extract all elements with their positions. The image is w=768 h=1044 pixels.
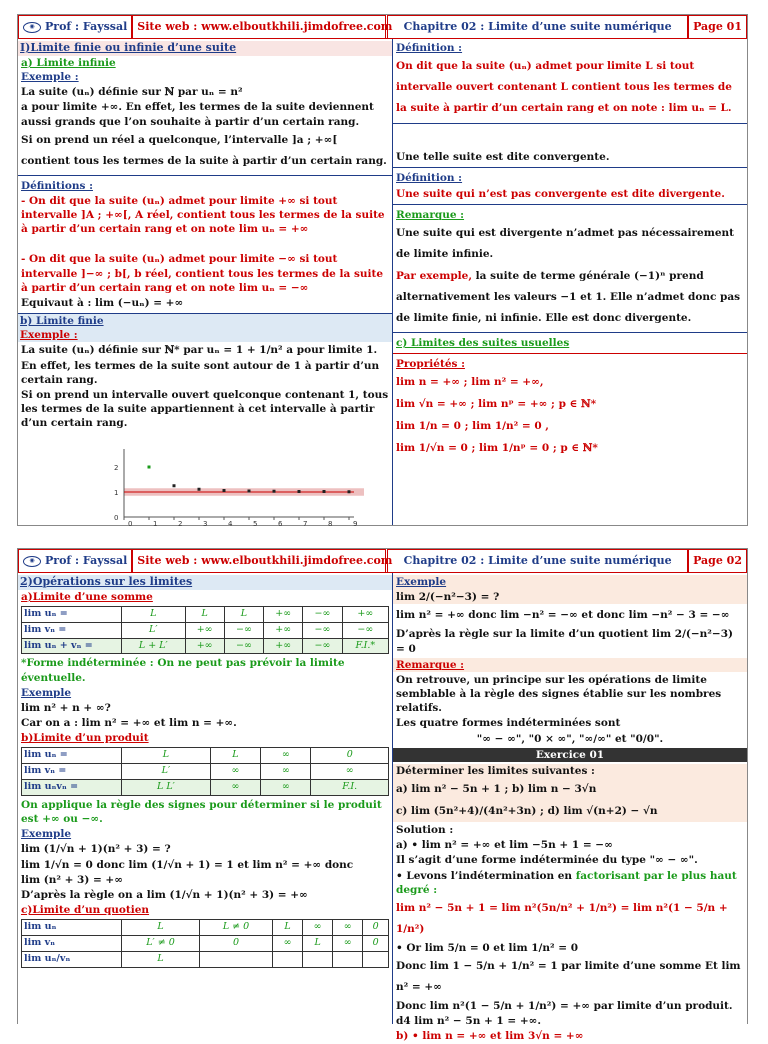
table-cell: +∞: [185, 638, 224, 654]
logo-icon: ◉: [23, 556, 41, 567]
table-row: [22, 622, 389, 638]
table-cell: L: [122, 607, 186, 623]
example-text: La suite (uₙ) définie sur ℕ* par uₙ = 1 + 1/n² a pour limite 1.: [21, 344, 378, 357]
table-cell: L: [303, 936, 333, 952]
table-cell: 0: [200, 936, 273, 952]
table-cell: L: [122, 748, 211, 764]
table-cell: ∞: [333, 920, 363, 936]
solution-line: • Or lim 5/n = 0 et lim 1/n² = 0: [396, 941, 579, 954]
example-text: Car on a : lim n² = +∞ et lim n = +∞.: [21, 717, 237, 730]
row-header-cell: lim uₙ =: [22, 748, 122, 764]
example-text: lim n² = +∞ donc lim −n² = −∞ et donc lim −n² − 3 = −∞: [396, 609, 730, 622]
table-row: [22, 920, 389, 936]
x-tick-label: 8: [328, 520, 333, 528]
subsection-title: a)Limite d’une somme: [21, 590, 153, 603]
subsection-title: a) Limite infinie: [21, 56, 116, 69]
table-cell: 0: [363, 936, 389, 952]
row-header-cell: lim vₙ =: [22, 764, 122, 780]
sequence-plot: [106, 447, 356, 527]
table-cell: L: [224, 607, 263, 623]
example-text: Si on prend un intervalle ouvert quelconque contenant 1, tous les termes de la suite appartiennent à cet intervalle à partir d’un certain rang.: [21, 388, 389, 430]
example-label: Exemple: [396, 576, 447, 588]
property-line: lim 1/n = 0 ; lim 1/n² = 0 ,: [396, 420, 549, 433]
solution-label: Solution :: [396, 824, 454, 837]
x-tick-label: 5: [253, 520, 258, 528]
sign-rule: On applique la règle des signes pour déterminer si le produit est +∞ ou −∞.: [21, 798, 382, 826]
property-line: lim 1/√n = 0 ; lim 1/nᵖ = 0 ; p ∈ ℕ*: [396, 442, 598, 455]
sequence-point: [248, 490, 251, 493]
section-title: 2)Opérations sur les limites: [18, 575, 392, 590]
definition-text: - On dit que la suite (uₙ) admet pour limite −∞ si tout intervalle ]−∞ ; b[, b réel, contient tous les termes de la suite à partir d’un certain rang et on note lim uₙ = −∞: [21, 253, 384, 294]
exercise-title: Exercice 01: [393, 748, 747, 762]
page-number: Page 01: [688, 15, 747, 38]
table-cell: L: [122, 920, 200, 936]
subsection-title: c) Limites des suites usuelles: [396, 336, 570, 349]
section-title: I)Limite finie ou infinie d’une suite: [18, 41, 392, 56]
solution-highlight: factorisant par le plus haut degré :: [396, 869, 737, 896]
remark-example-label: Par exemple,: [396, 269, 473, 282]
sequence-point: [273, 490, 276, 493]
table-cell: F.I.: [311, 780, 389, 796]
table-cell: ∞: [311, 764, 389, 780]
x-tick-label: 7: [303, 520, 308, 528]
page-header: [18, 15, 747, 39]
example-text: D’après la règle on a lim (1/√n + 1)(n² + 3) = +∞: [21, 888, 308, 901]
example-text: En effet, les termes de la suite sont autour de 1 à partir d’un certain rang.: [21, 359, 380, 386]
table-cell: +∞: [185, 622, 224, 638]
remark-text: [396, 266, 744, 329]
table-cell: [200, 951, 273, 967]
table-cell: L′: [122, 764, 211, 780]
example-text: a pour limite +∞. En effet, les termes de la suite deviennent aussi grands que l’on souhaite à partir d’un certain rang.: [21, 101, 374, 128]
table-cell: ∞: [303, 920, 333, 936]
table-cell: [303, 951, 333, 967]
row-header-cell: lim vₙ: [22, 936, 122, 952]
table-cell: −∞: [303, 607, 342, 623]
example-label: Exemple :: [21, 71, 79, 84]
exercise-item: c) lim (5n²+4)/(4n²+3n) ; d) lim √(n+2) − √n: [396, 805, 658, 818]
table-cell: L: [273, 920, 303, 936]
chapter-title: Chapitre 02 : Limite d’une suite numérique: [387, 549, 688, 572]
convergent-text: Une telle suite est dite convergente.: [396, 151, 610, 164]
row-header-cell: lim uₙvₙ =: [22, 780, 122, 796]
row-header-cell: lim uₙ =: [22, 607, 122, 623]
website-cell[interactable]: Site web : www.elboutkhili.jimdofree.com: [132, 549, 386, 572]
page-header: [18, 549, 747, 573]
table-cell: ∞: [261, 764, 311, 780]
solution-line: a) • lim n² = +∞ et lim −5n + 1 = −∞: [396, 839, 613, 852]
solution-line: Donc lim n²(1 − 5/n + 1/n²) = +∞ par limite d’un produit.: [396, 1000, 733, 1013]
remark-text: Une suite qui est divergente n’admet pas nécessairement de limite infinie.: [396, 226, 734, 260]
table-cell: F.I.*: [342, 638, 388, 654]
table-cell: −∞: [224, 622, 263, 638]
left-column: [18, 39, 393, 528]
row-header-cell: lim uₙ/vₙ: [22, 951, 122, 967]
table-cell: −∞: [342, 622, 388, 638]
row-header-cell: lim vₙ =: [22, 622, 122, 638]
table-cell: +∞: [264, 638, 303, 654]
table-cell: L L′: [122, 780, 211, 796]
example-text: D’après la règle sur la limite d’un quotient lim 2/(−n²−3) = 0: [396, 628, 733, 655]
x-tick-label: 3: [203, 520, 208, 528]
table-cell: −∞: [224, 638, 263, 654]
remark-example-text: la suite de terme générale (−1)ⁿ prend alternativement les valeurs −1 et 1. Elle n’admet donc pas de limite finie, ni infinie. Elle est donc divergente.: [396, 269, 741, 324]
x-tick-label: 2: [178, 520, 183, 528]
left-column: [18, 573, 393, 1024]
definition-text: - On dit que la suite (uₙ) admet pour limite +∞ si tout intervalle ]A ; +∞[, A réel, contient tous les termes de la suite à partir d’un certain rang et on note lim uₙ = +∞: [21, 194, 385, 236]
prof-cell: [18, 15, 132, 38]
table-cell: L ≠ 0: [200, 920, 273, 936]
table-cell: ∞: [210, 764, 260, 780]
logo-icon: ◉: [23, 22, 41, 33]
solution-line: Il s’agit d’une forme indéterminée du type "∞ − ∞".: [396, 854, 698, 867]
table-row: [22, 764, 389, 780]
example-text: Si on prend un réel a quelconque, l’intervalle ]a ; +∞[ contient tous les termes de la suite à partir d’un certain rang.: [21, 133, 387, 167]
prof-cell: [18, 549, 132, 572]
sequence-point: [323, 490, 326, 493]
solution-line: [396, 869, 744, 897]
product-table: [21, 747, 389, 795]
exercise-item: a) lim n² − 5n + 1 ; b) lim n − 3√n: [396, 783, 597, 796]
row-header-cell: lim uₙ: [22, 920, 122, 936]
sequence-point: [298, 490, 301, 493]
remark-text: Les quatre formes indéterminées sont: [396, 717, 621, 730]
table-row: [22, 936, 389, 952]
remark-text: "∞ − ∞", "0 × ∞", "∞/∞" et "0/0".: [476, 732, 664, 745]
table-row: [22, 748, 389, 764]
x-tick-label: 6: [278, 520, 283, 528]
table-row: [22, 780, 389, 796]
remark-label: Remarque :: [396, 208, 465, 221]
table-cell: −∞: [303, 638, 342, 654]
subsection-title: b) Limite finie: [18, 314, 392, 328]
table-cell: −∞: [303, 622, 342, 638]
table-row: [22, 638, 389, 654]
example-text: lim 1/√n = 0 donc lim (1/√n + 1) = 1 et lim n² = +∞ donc: [21, 858, 354, 871]
sequence-point: [198, 488, 201, 491]
example-label: Exemple: [21, 828, 72, 841]
table-cell: L: [185, 607, 224, 623]
remark-label: Remarque :: [396, 658, 465, 671]
page-number: Page 02: [688, 549, 747, 572]
table-cell: L: [210, 748, 260, 764]
x-tick-label: 4: [228, 520, 233, 528]
definition-text: Une suite qui n’est pas convergente est dite divergente.: [396, 187, 725, 200]
table-cell: ∞: [210, 780, 260, 796]
example-text: lim (n² + 3) = +∞: [21, 873, 123, 886]
exercise-question: Déterminer les limites suivantes :: [396, 764, 595, 777]
y-tick-label: 1: [114, 489, 119, 497]
property-line: lim √n = +∞ ; lim nᵖ = +∞ ; p ∈ ℕ*: [396, 398, 597, 411]
fi-note: *Forme indéterminée : On ne peut pas prévoir la limite éventuelle.: [21, 657, 345, 684]
sum-table: [21, 606, 389, 654]
equivalence-text: Equivaut à : lim (−uₙ) = +∞: [21, 296, 184, 309]
table-cell: [363, 951, 389, 967]
table-cell: [333, 951, 363, 967]
table-cell: L: [122, 951, 200, 967]
right-column: [393, 39, 747, 525]
subsection-title: c)Limite d’un quotien: [21, 904, 150, 917]
x-tick-label: 0: [128, 520, 133, 528]
prof-name: Prof : Fayssal: [45, 19, 128, 33]
example-text: lim (1/√n + 1)(n² + 3) = ?: [21, 843, 171, 856]
quotient-table: [21, 919, 389, 967]
x-tick-label: 9: [353, 520, 358, 528]
solution-line: lim n² − 5n + 1 = lim n²(5n/n² + 1/n²) = lim n²(1 − 5/n + 1/n²): [396, 901, 728, 935]
page-2: [17, 548, 748, 1043]
table-cell: L + L′: [122, 638, 186, 654]
y-tick-label: 0: [114, 514, 119, 522]
definition-label: Définition :: [396, 42, 463, 54]
example-text: lim 2/(−n²−3) = ?: [396, 591, 500, 604]
remark-text: On retrouve, un principe sur les opérations de limite semblable à la règle des signes établie sur les nombres relatifs.: [396, 673, 722, 715]
page-1: [17, 14, 748, 526]
table-row: [22, 951, 389, 967]
solution-line: d4 lim n² − 5n + 1 = +∞.: [396, 1015, 542, 1028]
x-tick-label: 1: [153, 520, 158, 528]
table-cell: 0: [311, 748, 389, 764]
definitions-label: Définitions :: [21, 179, 93, 192]
example-text: lim n² + n + ∞?: [21, 701, 111, 714]
table-cell: L′: [122, 622, 186, 638]
solution-text: • Levons l’indétermination en: [396, 869, 576, 882]
definition-label: Définition :: [396, 172, 463, 185]
website-cell[interactable]: Site web : www.elboutkhili.jimdofree.com: [132, 15, 386, 38]
sequence-point: [223, 489, 226, 492]
row-header-cell: lim uₙ + vₙ =: [22, 638, 122, 654]
table-cell: ∞: [261, 780, 311, 796]
sequence-point: [348, 490, 351, 493]
table-row: [22, 607, 389, 623]
example-text: La suite (uₙ) définie sur ℕ par uₙ = n²: [21, 86, 243, 99]
table-cell: +∞: [264, 622, 303, 638]
table-cell: ∞: [333, 936, 363, 952]
table-cell: L′ ≠ 0: [122, 936, 200, 952]
definition-text: On dit que la suite (uₙ) admet pour limite L si tout intervalle ouvert contenant L contient tous les termes de la suite à partir d’un certain rang et on note : lim uₙ = L.: [396, 60, 732, 115]
table-cell: +∞: [264, 607, 303, 623]
prof-name: Prof : Fayssal: [45, 553, 128, 567]
sequence-point: [173, 484, 176, 487]
table-cell: ∞: [273, 936, 303, 952]
solution-line: b) • lim n = +∞ et lim 3√n = +∞: [396, 1030, 584, 1043]
subsection-title: b)Limite d’un produit: [21, 732, 149, 745]
right-column: [393, 573, 747, 1043]
sequence-point: [148, 466, 151, 469]
table-cell: +∞: [342, 607, 388, 623]
table-cell: ∞: [261, 748, 311, 764]
y-tick-label: 2: [114, 464, 119, 472]
example-label: Exemple: [21, 686, 72, 699]
example-label: Exemple :: [18, 328, 392, 342]
properties-label: Propriétés :: [396, 358, 465, 371]
table-cell: 0: [363, 920, 389, 936]
solution-line: Donc lim 1 − 5/n + 1/n² = 1 par limite d’une somme Et lim n² = +∞: [396, 960, 741, 994]
chapter-title: Chapitre 02 : Limite d’une suite numérique: [387, 15, 688, 38]
table-cell: [273, 951, 303, 967]
property-line: lim n = +∞ ; lim n² = +∞,: [396, 376, 544, 389]
